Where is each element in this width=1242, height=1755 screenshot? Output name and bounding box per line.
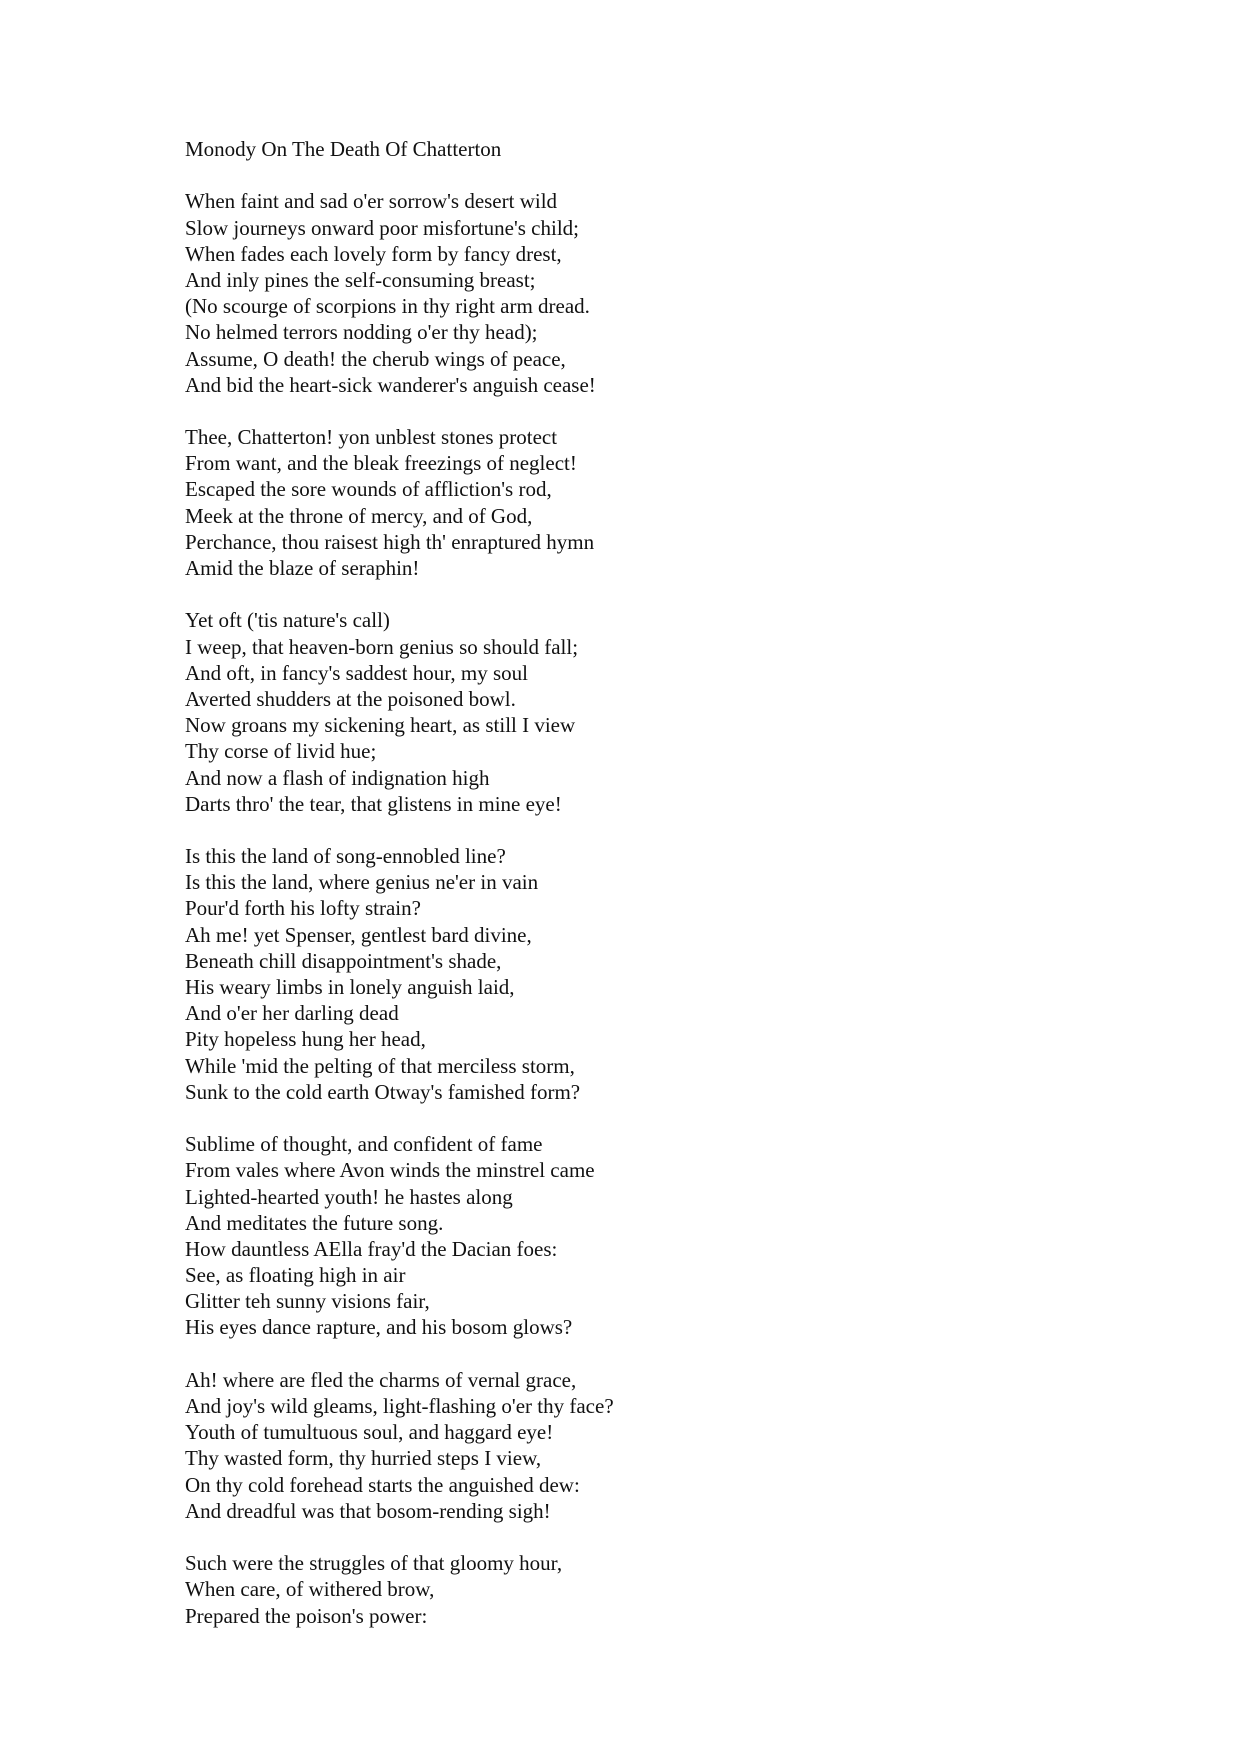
poem-line: See, as floating high in air (185, 1263, 406, 1288)
poem-line: Averted shudders at the poisoned bowl. (185, 686, 516, 711)
poem-line: Beneath chill disappointment's shade, (185, 948, 502, 973)
poem-line: And joy's wild gleams, light-flashing o'er thy face? (185, 1394, 614, 1418)
poem-line: How dauntless AElla fray'd the Dacian foes: (185, 1236, 558, 1261)
poem-title: Monody On The Death Of Chatterton (185, 137, 502, 161)
stanza (185, 607, 1185, 817)
poem-line: Thee, Chatterton! yon unblest stones protect (185, 425, 558, 450)
poem-line: And o'er her darling dead (185, 1001, 399, 1026)
stanza (185, 424, 1185, 581)
poem-line: His weary limbs in lonely anguish laid, (185, 975, 515, 999)
poem-line: His eyes dance rapture, and his bosom glows? (185, 1315, 573, 1340)
stanza (185, 1367, 1185, 1524)
poem-line: And meditates the future song. (185, 1210, 444, 1235)
poem-line: Ah me! yet Spenser, gentlest bard divine, (185, 922, 532, 947)
poem-line: From vales where Avon winds the minstrel came (185, 1158, 595, 1183)
poem-line: I weep, that heaven-born genius so should fall; (185, 634, 579, 659)
poem-line: Thy corse of livid hue; (185, 739, 377, 764)
poem-line: Perchance, thou raisest high th' enraptured hymn (185, 529, 595, 554)
poem-line: Assume, O death! the cherub wings of peace, (185, 346, 566, 371)
stanza (185, 1550, 1185, 1629)
poem-line: Thy wasted form, thy hurried steps I view, (185, 1446, 542, 1471)
poem-line: Lighted-hearted youth! he hastes along (185, 1184, 513, 1209)
poem-line: Escaped the sore wounds of affliction's rod, (185, 477, 552, 502)
poem-line: From want, and the bleak freezings of neglect! (185, 451, 577, 476)
poem-line: Darts thro' the tear, that glistens in mine eye! (185, 791, 562, 816)
poem-line: Yet oft ('tis nature's call) (185, 608, 390, 633)
poem-line: Meek at the throne of mercy, and of God, (185, 503, 533, 528)
poem-text (185, 136, 1185, 1629)
poem-line: And now a flash of indignation high (185, 765, 490, 790)
poem-line: On thy cold forehead starts the anguished dew: (185, 1472, 580, 1497)
poem-line: And oft, in fancy's saddest hour, my soul (185, 660, 528, 685)
poem-line: Is this the land, where genius ne'er in vain (185, 870, 539, 895)
poem-body (185, 188, 1185, 1628)
poem-line: When fades each lovely form by fancy drest, (185, 241, 562, 266)
poem-line: Pour'd forth his lofty strain? (185, 896, 421, 921)
poem-line: And inly pines the self-consuming breast; (185, 267, 536, 292)
stanza (185, 843, 1185, 1105)
poem-line: Slow journeys onward poor misfortune's child; (185, 215, 579, 240)
poem-line: Now groans my sickening heart, as still I view (185, 713, 576, 738)
poem-line: Prepared the poison's power: (185, 1603, 428, 1628)
poem-line: No helmed terrors nodding o'er thy head); (185, 320, 538, 345)
poem-line: Sublime of thought, and confident of fame (185, 1132, 543, 1157)
poem-line: While 'mid the pelting of that merciless storm, (185, 1053, 575, 1078)
poem-line: Youth of tumultuous soul, and haggard eye! (185, 1420, 554, 1445)
poem-line: And bid the heart-sick wanderer's anguish cease! (185, 372, 596, 397)
poem-line: When faint and sad o'er sorrow's desert wild (185, 189, 558, 214)
poem-line: Pity hopeless hung her head, (185, 1027, 426, 1052)
poem-line: Is this the land of song-ennobled line? (185, 844, 506, 869)
poem-line: (No scourge of scorpions in thy right arm dread. (185, 294, 590, 319)
poem-line: Amid the blaze of seraphin! (185, 556, 420, 580)
stanza (185, 1131, 1185, 1341)
poem-line: Glitter teh sunny visions fair, (185, 1289, 430, 1314)
poem-line: Such were the struggles of that gloomy hour, (185, 1551, 563, 1576)
poem-line: Sunk to the cold earth Otway's famished form? (185, 1079, 581, 1104)
poem-line: When care, of withered brow, (185, 1577, 435, 1602)
poem-line: And dreadful was that bosom-rending sigh! (185, 1498, 551, 1523)
stanza (185, 188, 1185, 398)
poem-line: Ah! where are fled the charms of vernal grace, (185, 1367, 577, 1392)
